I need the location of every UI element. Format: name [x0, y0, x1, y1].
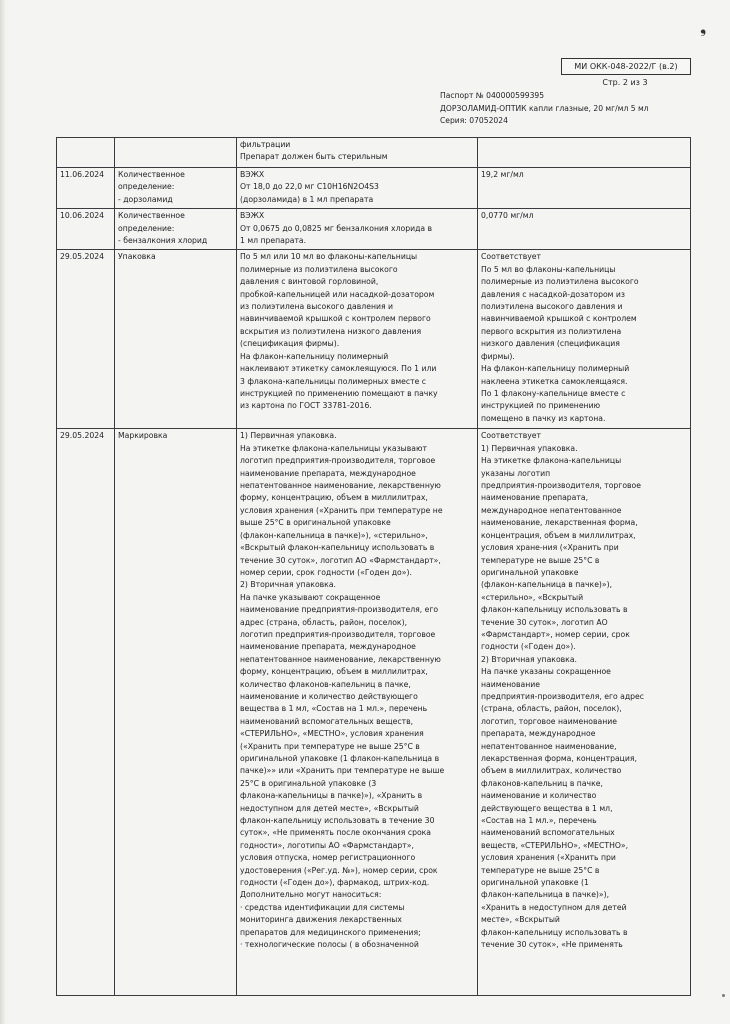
cell-line: Соответствует — [481, 431, 541, 441]
cell-line: На пачке указаны сокращенное — [481, 667, 611, 677]
cell-line: навинчиваемой крышкой с контролем — [481, 314, 637, 324]
cell-line: непатентованное наименование, лекарственную — [240, 481, 441, 491]
cell-line: полимерные из полиэтилена высокого — [481, 277, 639, 287]
cell-line: На этикетке флакона-капельницы указывают — [240, 443, 427, 453]
cell-line: предприятия-производителя, торговое — [481, 481, 641, 491]
cell-line: условия отпуска, номер регистрационного — [240, 853, 416, 863]
cell-line: предприятия-производителя, его адрес — [481, 691, 644, 701]
cell-line: 2) Вторичная упаковка. — [240, 580, 336, 590]
cell-line: фирмы). — [481, 351, 515, 361]
date-cell — [57, 168, 115, 209]
cell-line: наименование предприятия-производителя, его — [240, 605, 439, 615]
cell-line: номер серии, срок годности («Годен до»). — [240, 567, 412, 577]
cell-line: определение: — [118, 223, 175, 233]
cell-line: («Хранить при температуре не выше 25°С в — [240, 741, 420, 751]
requirement-cell — [237, 209, 478, 250]
cell-line: адрес (страна, область, район, поселок), — [240, 617, 408, 627]
cell-line: флаконов-капельниц в пачке, — [481, 778, 603, 788]
cell-line: На флакон-капельницу полимерный — [481, 364, 630, 374]
cell-line: Маркировка — [118, 431, 168, 441]
cell-line: От 0,0675 до 0,0825 мг бензалкония хлорида в — [240, 223, 433, 233]
cell-line: - дорзоламид — [118, 194, 173, 204]
cell-line: (страна, область, район, поселок), — [481, 704, 622, 714]
cell-line: течение 30 суток», логотип АО «Фармстандарт», — [240, 555, 441, 565]
cell-line: годности («Годен до»). — [481, 642, 576, 652]
indicator-cell — [115, 138, 237, 168]
cell-line: непатентованное наименование, лекарственную — [240, 654, 441, 664]
cell-line: недоступном для детей месте», «Вскрытый — [240, 803, 419, 813]
cell-text: 11.06.2024 — [60, 170, 105, 179]
cell-line: наклеивают этикетку самоклеящуюся. По 1 или — [240, 364, 437, 374]
cell-line: полиэтилена высокого давления и — [481, 302, 623, 312]
cell-line: 1 мл препарата. — [240, 236, 307, 246]
cell-line: оригинальной упаковке — [481, 567, 579, 577]
cell-line: - бензалкония хлорид — [118, 236, 208, 246]
cell-line: наименование препарата, международное — [240, 642, 416, 652]
cell-line: из полиэтилена высокого давления и — [240, 302, 394, 312]
cell-line: «Состав на 1 мл.», перечень — [481, 816, 597, 826]
cell-line: По 5 мл или 10 мл во флаконы-капельницы — [240, 252, 418, 262]
cell-text: 10.06.2024 — [60, 211, 105, 221]
table-row — [57, 168, 691, 209]
scan-dot — [722, 994, 725, 997]
cell-line: суток», «Не применять после окончания срока — [240, 828, 432, 838]
cell-line: условия хране-ния («Хранить при — [481, 543, 619, 553]
passport-number: Паспорт № 040000599395 — [440, 91, 545, 100]
requirement-cell — [237, 168, 478, 209]
series-number: Серия: 07052024 — [440, 116, 508, 125]
date-cell — [57, 250, 115, 429]
document-code: МИ ОКК-048-2022/Г (в.2) — [561, 58, 691, 75]
cell-line: (спецификация фирмы). — [240, 339, 340, 349]
cell-line: течение 30 суток», «Не применять — [481, 940, 623, 950]
cell-line: форму, концентрацию, объем в миллилитрах, — [240, 493, 428, 503]
cell-line: веществ, «СТЕРИЛЬНО», «МЕСТНО», — [481, 840, 629, 850]
cell-line: Упаковка — [118, 252, 156, 262]
cell-line: ВЭЖХ — [240, 211, 265, 221]
cell-line: «Фармстандарт», номер серии, срок — [481, 629, 630, 639]
cell-text: 29.05.2024 — [60, 431, 105, 441]
cell-line: наименований вспомогательных веществ, — [240, 716, 414, 726]
cell-line: пачке)»» или «Хранить при температуре не выше — [240, 766, 445, 776]
cell-line: ВЭЖХ — [240, 170, 265, 179]
cell-line: препарата, международное — [481, 729, 596, 739]
cell-line: наименование препарата, международное — [240, 468, 416, 478]
cell-line: международное непатентованное — [481, 505, 622, 515]
cell-line: От 18,0 до 22,0 мг C10H16N2O4S3 — [240, 182, 379, 192]
cell-line: «СТЕРИЛЬНО», «МЕСТНО», условия хранения — [240, 729, 424, 739]
indicator-cell — [115, 250, 237, 429]
cell-line: инструкцией по применению — [481, 401, 601, 411]
cell-line: 1) Первичная упаковка. — [481, 443, 578, 453]
table-row — [57, 138, 691, 168]
cell-line: 2) Вторичная упаковка. — [481, 654, 577, 664]
cell-line: давления с насадкой-дозатором из — [481, 289, 625, 299]
date-cell — [57, 138, 115, 168]
cell-line: 0,0770 мг/мл — [481, 211, 534, 221]
indicator-cell — [115, 168, 237, 209]
requirement-cell — [237, 138, 478, 168]
cell-line: из картона по ГОСТ 33781-2016. — [240, 401, 372, 411]
cell-line: объем в миллилитрах, количество — [481, 766, 622, 776]
result-cell — [478, 138, 691, 168]
cell-line: помещено в пачку из картона. — [481, 413, 606, 423]
cell-line: годности («Годен до»), фармакод, штрих-код. — [240, 878, 430, 888]
cell-line: наименование препарата, — [481, 493, 589, 503]
cell-line: месте», «Вскрытый — [481, 915, 560, 925]
cell-line: 1) Первичная упаковка. — [240, 431, 337, 441]
cell-line: оригинальной упаковке (1 — [481, 878, 589, 888]
cell-line: 19,2 мг/мл — [481, 170, 524, 179]
cell-line: концентрация, объем в миллилитрах, — [481, 530, 636, 540]
cell-line: наименование — [481, 679, 540, 689]
cell-line: флакон-капельницу использовать в течение 30 — [240, 816, 435, 826]
cell-line: указаны логотип — [481, 468, 551, 478]
cell-line: логотип предприятия-производителя, торговое — [240, 456, 436, 466]
scan-shadow-edge — [0, 0, 6, 1024]
cell-line: «стерильно», «Вскрытый — [481, 592, 584, 602]
cell-line: наименование и количество — [481, 791, 597, 801]
cell-line: По 1 флакону-капельнице вместе с — [481, 388, 626, 398]
result-cell — [478, 168, 691, 209]
cell-line: условия хранения («Хранить при — [481, 853, 616, 863]
cell-line: флакона-капельницы в пачке)»), «Хранить в — [240, 791, 423, 801]
result-cell — [478, 250, 691, 429]
cell-line: (флакон-капельница в пачке)»), — [481, 580, 613, 590]
cell-line: наименований вспомогательных — [481, 828, 615, 838]
cell-line: (дорзоламида) в 1 мл препарата — [240, 194, 374, 204]
result-cell — [478, 429, 691, 996]
cell-line: инструкцией по применению помещают в пачку — [240, 388, 438, 398]
cell-line: лекарственная форма, концентрация, — [481, 754, 637, 763]
cell-text: 29.05.2024 — [60, 252, 105, 262]
cell-line: действующего вещества в 1 мл, — [481, 803, 613, 813]
cell-line: годности», логотипы АО «Фармстандарт», — [240, 840, 414, 850]
cell-line: оригинальной упаковке (1 флакон-капельница в — [240, 754, 440, 763]
analysis-table-body — [57, 138, 691, 996]
cell-line: логотип предприятия-производителя, торговое — [240, 629, 436, 639]
table-row — [57, 250, 691, 429]
indicator-cell — [115, 209, 237, 250]
cell-line: наименование, лекарственная форма, — [481, 518, 638, 528]
cell-line: логотип, торговое наименование — [481, 716, 617, 726]
cell-line: Количественное — [118, 211, 185, 221]
cell-line: Количественное — [118, 170, 185, 179]
cell-line: флакон-капельницу использовать в — [481, 605, 628, 615]
cell-line: вещества в 1 мл, «Состав на 1 мл.», перечень — [240, 704, 428, 714]
product-name: ДОРЗОЛАМИД-ОПТИК капли глазные, 20 мг/мл 5 мл — [440, 103, 649, 113]
date-cell — [57, 429, 115, 996]
cell-line: определение: — [118, 182, 175, 192]
cell-line: условия хранения («Хранить при температуре не — [240, 505, 443, 515]
cell-line: 3 флакона-капельницы полимерных вместе с — [240, 376, 427, 386]
cell-line: · средства идентификации для системы — [240, 902, 405, 912]
requirement-cell — [237, 429, 478, 996]
cell-line: · технологические полосы ( в обозначенной — [240, 940, 419, 950]
cell-line: Препарат должен быть стерильным — [240, 152, 388, 162]
cell-line: первого вскрытия из полиэтилена — [481, 326, 622, 336]
cell-line: «Вскрытый флакон-капельницу использовать в — [240, 543, 435, 553]
cell-line: флакон-капельницу использовать в — [481, 927, 628, 937]
cell-line: наименование и количество действующего — [240, 691, 418, 701]
cell-line: На пачке указывают сокращенное — [240, 592, 381, 602]
cell-line: наклеена этикетка самоклеящаяся. — [481, 376, 628, 386]
cell-line: На этикетке флакона-капельницы — [481, 456, 622, 466]
cell-line: вскрытия из полиэтилена низкого давления — [240, 326, 422, 336]
cell-line: флакон-капельница в пачке)»), — [481, 890, 610, 900]
table-row — [57, 429, 691, 996]
cell-line: «Хранить в недоступном для детей — [481, 902, 627, 912]
cell-line: непатентованное наименование, — [481, 741, 617, 751]
cell-line: мониторинга движения лекарственных — [240, 915, 402, 925]
cell-line: удостоверения («Рег.уд. №»), номер серии, срок — [240, 865, 438, 875]
table-row — [57, 209, 691, 250]
cell-line: препаратов для медицинского применения; — [240, 927, 421, 937]
cell-line: На флакон-капельницу полимерный — [240, 351, 389, 361]
cell-line: количество флаконов-капельниц в пачке, — [240, 679, 411, 689]
cell-line: навинчиваемой крышкой с контролем первого — [240, 314, 431, 324]
header-info — [440, 90, 690, 128]
cell-line: (флакон-капельница в пачке)»), «стерильно», — [240, 530, 428, 540]
cell-line: пробкой-капельницей или насадкой-дозатором — [240, 289, 435, 299]
analysis-table — [56, 137, 691, 996]
cell-line: температуре не выше 25°С в — [481, 865, 600, 875]
cell-line: Дополнительно могут наноситься: — [240, 890, 382, 900]
date-cell — [57, 209, 115, 250]
result-cell — [478, 209, 691, 250]
cell-line: низкого давления (спецификация — [481, 339, 620, 349]
cell-line: Соответствует — [481, 252, 541, 262]
cell-line: давления с винтовой горловиной, — [240, 277, 379, 287]
cell-line: форму, концентрацию, объем в миллилитрах, — [240, 667, 428, 677]
cell-line: 25°С в оригинальной упаковке (3 — [240, 778, 377, 788]
cell-line: выше 25°С в оригинальной упаковке — [240, 518, 391, 528]
cell-line: течение 30 суток», логотип АО — [481, 617, 608, 627]
cell-line: фильтрации — [240, 140, 291, 149]
cell-line: По 5 мл во флаконы-капельницы — [481, 264, 616, 274]
cell-line: температуре не выше 25°С в — [481, 555, 600, 565]
cell-line: полимерные из полиэтилена высокого — [240, 264, 398, 274]
page-number: Стр. 2 из 3 — [602, 78, 648, 87]
scan-corner-mark: ❟ — [700, 18, 707, 37]
requirement-cell — [237, 250, 478, 429]
indicator-cell — [115, 429, 237, 996]
